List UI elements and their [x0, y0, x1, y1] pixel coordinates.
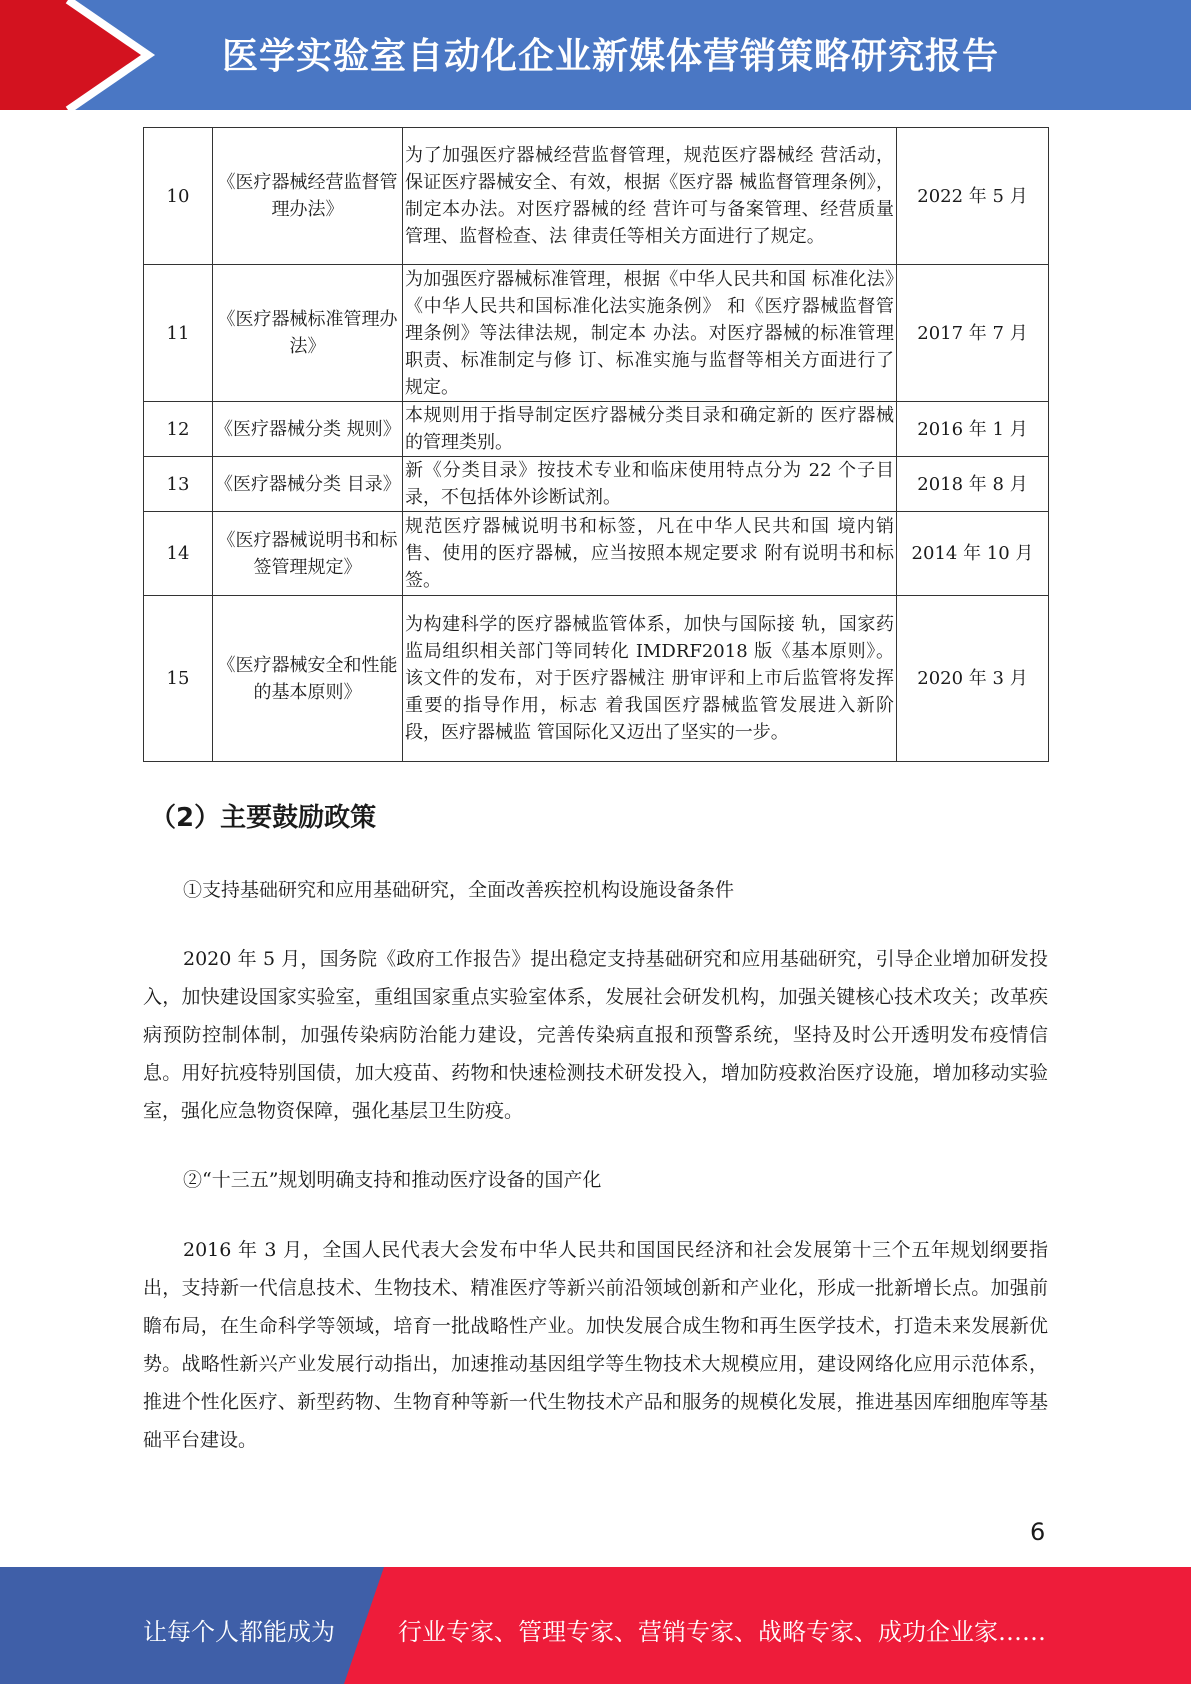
regulation-description-cell: 新《分类目录》按技术专业和临床使用特点分为 22 个子目录，不包括体外诊断试剂。: [403, 457, 897, 512]
table-row: [144, 265, 1049, 402]
regulation-name-cell: 《医疗器械分类 规则》: [213, 402, 403, 457]
regulation-date-cell: 2020 年 3 月: [897, 596, 1049, 762]
header-red-arrow-shape: [0, 0, 160, 110]
table-row: [144, 402, 1049, 457]
policy-item-2-body: 2016 年 3 月，全国人民代表大会发布中华人民共和国国民经济和社会发展第十三个五年规划纲要指出，支持新一代信息技术、生物技术、精准医疗等新兴前沿领域创新和产业化，形成一批新增长点。加强前瞻布局，在生命科学等领域，培育一批战略性产业。加快发展合成生物和再生医学技术，打造未来发展新优势。战略性新兴产业发展行动指出，加速推动基因组学等生物技术大规模应用，建设网络化应用示范体系，推进个性化医疗、新型药物、生物育种等新一代生物技术产品和服务的规模化发展，推进基因库细胞库等基础平台建设。: [143, 1239, 1048, 1451]
policy-item-1-body: 2020 年 5 月，国务院《政府工作报告》提出稳定支持基础研究和应用基础研究，引导企业增加研发投入，加快建设国家实验室，重组国家重点实验室体系，发展社会研发机构，加强关键核心技术攻关；改革疾病预防控制体制，加强传染病防治能力建设，完善传染病直报和预警系统，坚持及时公开透明发布疫情信息。用好抗疫特别国债，加大疫苗、药物和快速检测技术研发投入，增加防疫救治医疗设施，增加移动实验室，强化应急物资保障，强化基层卫生防疫。: [143, 948, 1048, 1122]
regulation-name-cell: 《医疗器械说明书和标签管理规定》: [213, 512, 403, 596]
table-row: [144, 512, 1049, 596]
table-row: [144, 457, 1049, 512]
row-number-cell: 15: [144, 596, 213, 762]
page-number: 6: [1030, 1518, 1046, 1546]
regulation-description-cell: 为了加强医疗器械经营监督管理，规范医疗器械经 营活动，保证医疗器械安全、有效，根据《医疗器 械监督管理条例》，制定本办法。对医疗器械的经 营许可与备案管理、经营质量管理、监督检查、法 律责任等相关方面进行了规定。: [403, 128, 897, 265]
regulation-date-cell: 2022 年 5 月: [897, 128, 1049, 265]
row-number-cell: 13: [144, 457, 213, 512]
regulation-date-cell: 2017 年 7 月: [897, 265, 1049, 402]
report-title: 医学实验室自动化企业新媒体营销策略研究报告: [222, 36, 1000, 77]
page-header: [0, 0, 1191, 110]
row-number-cell: 10: [144, 128, 213, 265]
row-number-cell: 12: [144, 402, 213, 457]
regulation-description-cell: 规范医疗器械说明书和标签，凡在中华人民共和国 境内销售、使用的医疗器械，应当按照本规定要求 附有说明书和标签。: [403, 512, 897, 596]
table-row: [144, 596, 1049, 762]
row-number-cell: 14: [144, 512, 213, 596]
regulation-description-cell: 为加强医疗器械标准管理，根据《中华人民共和国 标准化法》《中华人民共和国标准化法实施条例》 和《医疗器械监督管理条例》等法律法规，制定本 办法。对医疗器械的标准管理职责、标准制定与修 订、标准实施与监督等相关方面进行了规定。: [403, 265, 897, 402]
regulation-name-cell: 《医疗器械分类 目录》: [213, 457, 403, 512]
regulation-name-cell: 《医疗器械经营监督管理办法》: [213, 128, 403, 265]
footer-slogan-right: 行业专家、管理专家、营销专家、战略专家、成功企业家……: [398, 1618, 1046, 1646]
footer-slogan-left: 让每个人都能成为: [143, 1618, 335, 1646]
table-row: [144, 128, 1049, 265]
regulation-name-cell: 《医疗器械标准管理办法》: [213, 265, 403, 402]
regulation-table: [143, 127, 1049, 762]
regulation-date-cell: 2016 年 1 月: [897, 402, 1049, 457]
row-number-cell: 11: [144, 265, 213, 402]
policy-item-1-title: ①支持基础研究和应用基础研究，全面改善疾控机构设施设备条件: [183, 879, 735, 901]
regulation-date-cell: 2014 年 10 月: [897, 512, 1049, 596]
regulation-description-cell: 本规则用于指导制定医疗器械分类目录和确定新的 医疗器械的管理类别。: [403, 402, 897, 457]
section-heading: （2）主要鼓励政策: [150, 803, 377, 833]
policy-item-2-title: ②“十三五”规划明确支持和推动医疗设备的国产化: [183, 1169, 602, 1191]
regulation-description-cell: 为构建科学的医疗器械监管体系，加快与国际接 轨，国家药监局组织相关部门等同转化 IMDRF2018 版《基本原则》。该文件的发布，对于医疗器械注 册审评和上市后监管将发挥重要的指导作用，标志 着我国医疗器械监管发展进入新阶段，医疗器械监 管国际化又迈出了坚实的一步。: [403, 596, 897, 762]
regulation-name-cell: 《医疗器械安全和性能的基本原则》: [213, 596, 403, 762]
regulation-date-cell: 2018 年 8 月: [897, 457, 1049, 512]
